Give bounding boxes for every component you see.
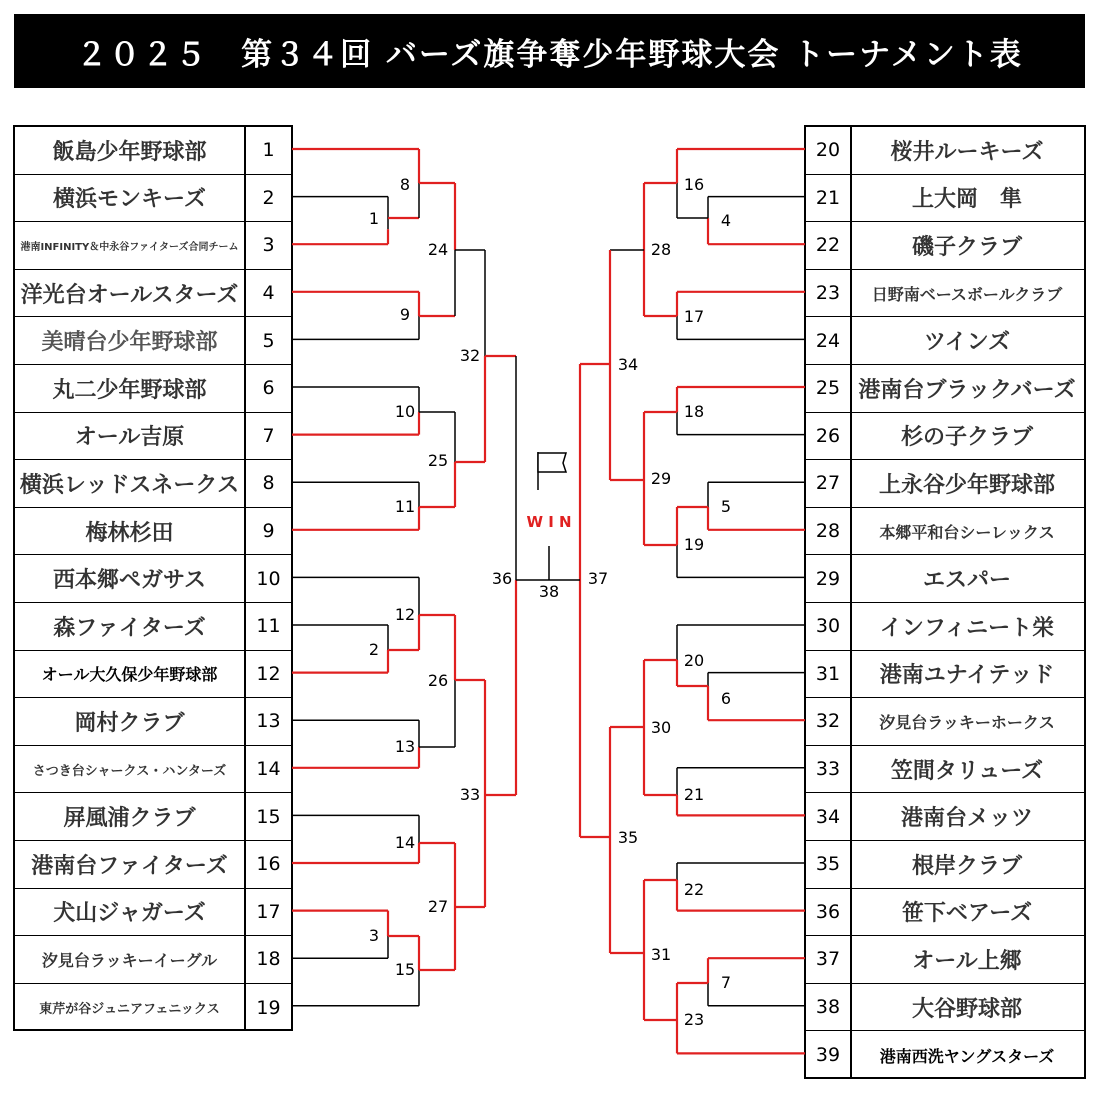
team-name: 横浜モンキーズ	[15, 175, 246, 222]
team-seed-number: 3	[262, 234, 275, 257]
team-name: 大谷野球部	[911, 996, 1022, 1022]
team-seed-number: 24	[806, 317, 852, 364]
team-seed-number: 28	[806, 508, 852, 555]
match-number: 2	[368, 640, 380, 659]
team-seed-number: 39	[806, 1031, 852, 1079]
team-name: 根岸クラブ	[911, 853, 1022, 879]
match-number: 22	[683, 880, 705, 899]
team-name: 上大岡 隼	[911, 187, 1022, 213]
team-seed-number: 9	[262, 520, 275, 543]
match-number: 16	[683, 175, 705, 194]
team-name: 日野南ベースボールクラブ	[871, 284, 1063, 304]
team-name: 岡村クラブ	[15, 698, 246, 745]
team-seed-number: 8	[262, 472, 275, 495]
team-seed-number: 16	[256, 853, 281, 876]
match-number: 32	[459, 346, 481, 365]
team-seed-number: 21	[806, 175, 852, 222]
team-name: 森ファイターズ	[15, 603, 246, 650]
match-number: 23	[683, 1010, 705, 1029]
team-seed-number: 17	[256, 900, 281, 923]
team-name: 梅林杉田	[15, 508, 246, 555]
team-seed-number: 18	[256, 948, 281, 971]
match-number: 34	[617, 355, 639, 374]
match-number: 8	[399, 175, 411, 194]
team-seed-number: 15	[256, 805, 281, 828]
team-name: 美晴台少年野球部	[15, 317, 246, 364]
match-number: 9	[399, 305, 411, 324]
match-number: 5	[720, 497, 732, 516]
match-number: 1	[368, 209, 380, 228]
team-name: 横浜レッドスネークス	[15, 460, 246, 507]
match-number: 17	[683, 307, 705, 326]
team-name: 東芹が谷ジュニアフェニックス	[15, 984, 246, 1032]
team-seed-number: 33	[806, 746, 852, 793]
team-seed-number: 13	[256, 710, 281, 733]
team-seed-number: 5	[262, 329, 275, 352]
match-number: 26	[427, 671, 449, 690]
match-number: 14	[394, 833, 416, 852]
match-number: 30	[650, 718, 672, 737]
team-name: インフィニート栄	[879, 615, 1055, 641]
team-seed-number: 37	[806, 936, 852, 983]
match-number: 28	[650, 240, 672, 259]
team-name: エスパー	[922, 568, 1011, 594]
match-number: 35	[617, 828, 639, 847]
team-name: オール吉原	[15, 413, 246, 460]
team-name: 屏風浦クラブ	[15, 793, 246, 840]
team-seed-number: 4	[262, 282, 275, 305]
team-seed-number: 19	[256, 996, 281, 1019]
team-seed-number: 29	[806, 555, 852, 602]
team-seed-number: 2	[262, 186, 275, 209]
team-seed-number: 25	[806, 365, 852, 412]
team-name: 港南台ブラックバーズ	[858, 377, 1076, 403]
team-name: 飯島少年野球部	[15, 127, 246, 174]
match-number: 33	[459, 785, 481, 804]
team-seed-number: 30	[806, 603, 852, 650]
team-name: 西本郷ペガサス	[15, 555, 246, 602]
match-number: 12	[394, 605, 416, 624]
match-number: 6	[720, 689, 732, 708]
team-name: 上永谷少年野球部	[878, 472, 1055, 498]
team-seed-number: 11	[256, 615, 281, 638]
match-number: 10	[394, 402, 416, 421]
team-name: オール大久保少年野球部	[15, 651, 246, 698]
match-number: 21	[683, 785, 705, 804]
match-number: 31	[650, 945, 672, 964]
victory-flag-icon	[538, 452, 566, 490]
match-number: 18	[683, 402, 705, 421]
team-seed-number: 31	[806, 651, 852, 698]
team-name: オール上郷	[912, 948, 1022, 974]
team-seed-number: 22	[806, 222, 852, 269]
team-seed-number: 20	[806, 127, 852, 174]
team-name: 港南INFINITY＆中永谷ファイターズ合同チーム	[15, 222, 246, 269]
team-name: 洋光台オールスターズ	[15, 270, 246, 317]
match-number: 7	[720, 973, 732, 992]
match-number: 38	[538, 582, 560, 601]
match-number: 3	[368, 926, 380, 945]
team-seed-number: 35	[806, 841, 852, 888]
team-seed-number: 7	[262, 424, 275, 447]
match-number: 36	[491, 569, 513, 588]
team-name: ツインズ	[923, 330, 1011, 356]
team-seed-number: 32	[806, 698, 852, 745]
team-seed-number: 38	[806, 984, 852, 1031]
team-seed-number: 12	[256, 662, 281, 685]
team-seed-number: 23	[806, 270, 852, 317]
team-name: 汐見台ラッキーイーグル	[15, 936, 246, 983]
team-name: 汐見台ラッキーホークス	[879, 712, 1055, 732]
team-name: 本郷平和台シーレックス	[879, 522, 1055, 542]
match-number: 29	[650, 469, 672, 488]
team-seed-number: 14	[256, 758, 281, 781]
match-number: 27	[427, 897, 449, 916]
match-number: 19	[683, 535, 705, 554]
match-number: 20	[683, 651, 705, 670]
match-number: 11	[394, 497, 416, 516]
match-number: 37	[587, 569, 609, 588]
team-name: 丸二少年野球部	[15, 365, 246, 412]
page-title: ２０２５ 第３４回 バーズ旗争奪少年野球大会 トーナメント表	[14, 14, 1085, 88]
team-name: 港南台ファイターズ	[15, 841, 246, 888]
match-number: 13	[394, 737, 416, 756]
team-seed-number: 1	[262, 139, 275, 162]
team-name: 笠間タリューズ	[890, 758, 1044, 784]
match-number: 4	[720, 211, 732, 230]
match-number: 24	[427, 240, 449, 259]
team-name: 笹下ベアーズ	[901, 901, 1033, 927]
win-label: W I N	[526, 513, 572, 531]
team-name: 磯子クラブ	[911, 234, 1022, 260]
team-name: 犬山ジャガーズ	[15, 889, 246, 936]
team-name: 港南西洗ヤングスターズ	[879, 1046, 1055, 1066]
team-seed-number: 10	[256, 567, 281, 590]
team-name: 港南台メッツ	[900, 806, 1033, 832]
match-number: 15	[394, 960, 416, 979]
team-seed-number: 6	[262, 377, 275, 400]
team-seed-number: 27	[806, 460, 852, 507]
team-seed-number: 34	[806, 793, 852, 840]
team-name: 杉の子クラブ	[900, 425, 1033, 451]
team-seed-number: 26	[806, 413, 852, 460]
team-seed-number: 36	[806, 889, 852, 936]
team-name: 桜井ルーキーズ	[890, 139, 1044, 165]
team-name: 港南ユナイテッド	[879, 663, 1055, 689]
team-name: さつき台シャークス・ハンターズ	[15, 746, 246, 793]
match-number: 25	[427, 451, 449, 470]
